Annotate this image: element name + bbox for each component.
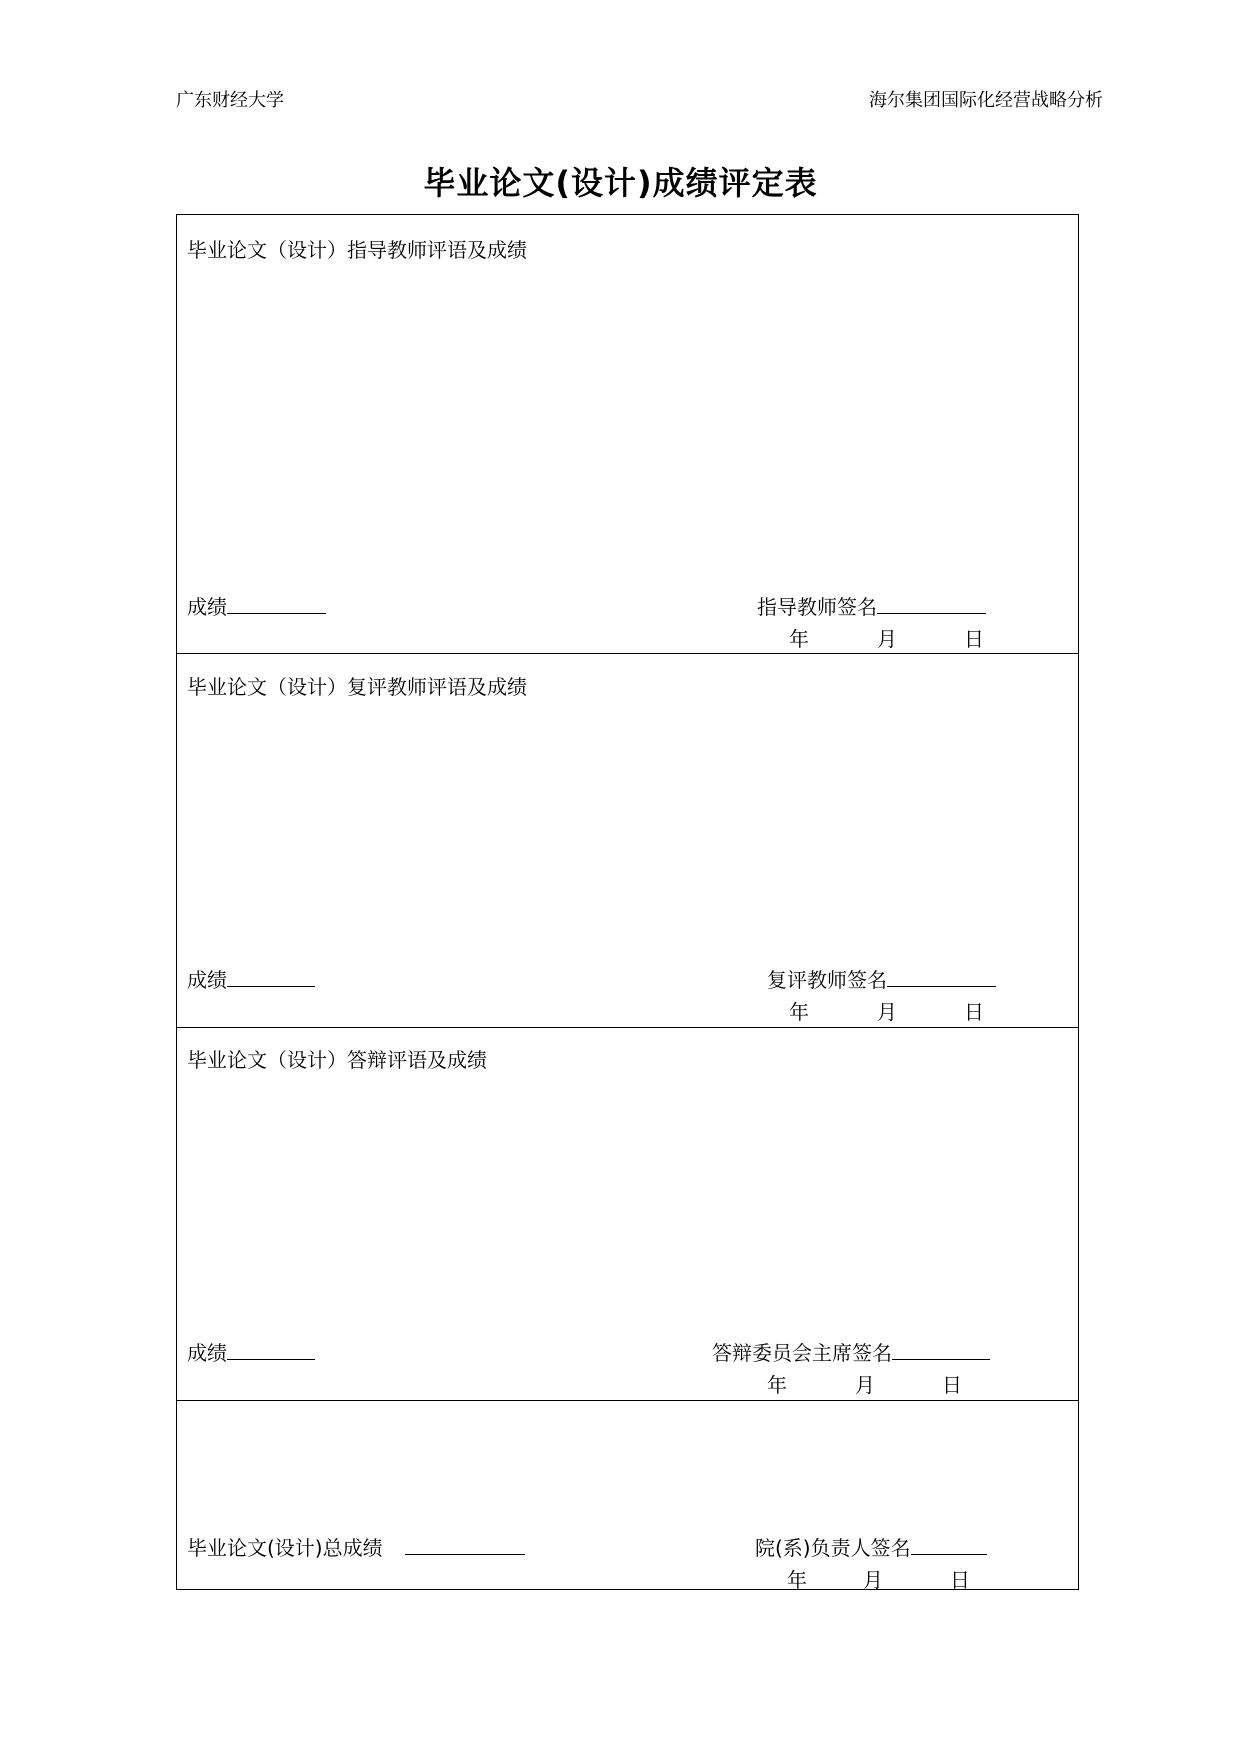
reviewer-grade-field[interactable] [187,966,315,993]
reviewer-date [177,999,1078,1025]
defense-grade-field[interactable] [187,1339,315,1366]
defense-signature-blank[interactable] [892,1339,990,1360]
defense-date-month: 月 [855,1373,875,1397]
dept-head-signature-field[interactable] [755,1534,987,1561]
defense-date [177,1372,1078,1398]
supervisor-date-year: 年 [789,627,809,651]
total-date-year: 年 [787,1568,807,1592]
supervisor-signature-label: 指导教师签名 [757,595,877,619]
reviewer-date-month: 月 [877,1000,897,1024]
supervisor-signature-blank[interactable] [877,593,986,614]
header-thesis-title: 海尔集团国际化经营战略分析 [869,90,1103,111]
total-date-day: 日 [950,1568,970,1592]
page-title: 毕业论文(设计)成绩评定表 [423,164,818,202]
dept-head-signature-label: 院(系)负责人签名 [755,1536,911,1560]
supervisor-signature-field[interactable] [757,593,986,620]
defense-section-heading: 毕业论文（设计）答辩评语及成绩 [187,1048,487,1072]
total-grade-label: 毕业论文(设计)总成绩 [187,1536,383,1560]
supervisor-date [177,626,1078,652]
defense-signature-label: 答辩委员会主席签名 [712,1341,892,1365]
reviewer-signature-label: 复评教师签名 [767,968,887,992]
supervisor-grade-field[interactable] [187,593,326,620]
evaluation-form [176,214,1079,1590]
reviewer-signature-field[interactable] [767,966,996,993]
defense-grade-blank[interactable] [227,1339,315,1360]
total-grade-blank[interactable] [405,1534,525,1555]
reviewer-section-heading: 毕业论文（设计）复评教师评语及成绩 [187,675,527,699]
defense-signature-field[interactable] [712,1339,990,1366]
reviewer-date-year: 年 [789,1000,809,1024]
section-divider [177,653,1078,654]
supervisor-section-heading: 毕业论文（设计）指导教师评语及成绩 [187,238,527,262]
total-date [177,1567,1078,1593]
section-divider [177,1400,1078,1401]
defense-date-year: 年 [767,1373,787,1397]
supervisor-date-month: 月 [877,627,897,651]
section-divider [177,1027,1078,1028]
total-grade-field[interactable] [187,1534,525,1561]
total-date-month: 月 [863,1568,883,1592]
reviewer-grade-label: 成绩 [187,968,227,992]
dept-head-signature-blank[interactable] [911,1534,987,1555]
defense-grade-label: 成绩 [187,1341,227,1365]
supervisor-date-day: 日 [964,627,984,651]
defense-date-day: 日 [942,1373,962,1397]
reviewer-signature-blank[interactable] [887,966,996,987]
header-school-name: 广东财经大学 [176,90,284,111]
reviewer-grade-blank[interactable] [227,966,315,987]
supervisor-grade-label: 成绩 [187,595,227,619]
reviewer-date-day: 日 [964,1000,984,1024]
supervisor-grade-blank[interactable] [227,593,326,614]
